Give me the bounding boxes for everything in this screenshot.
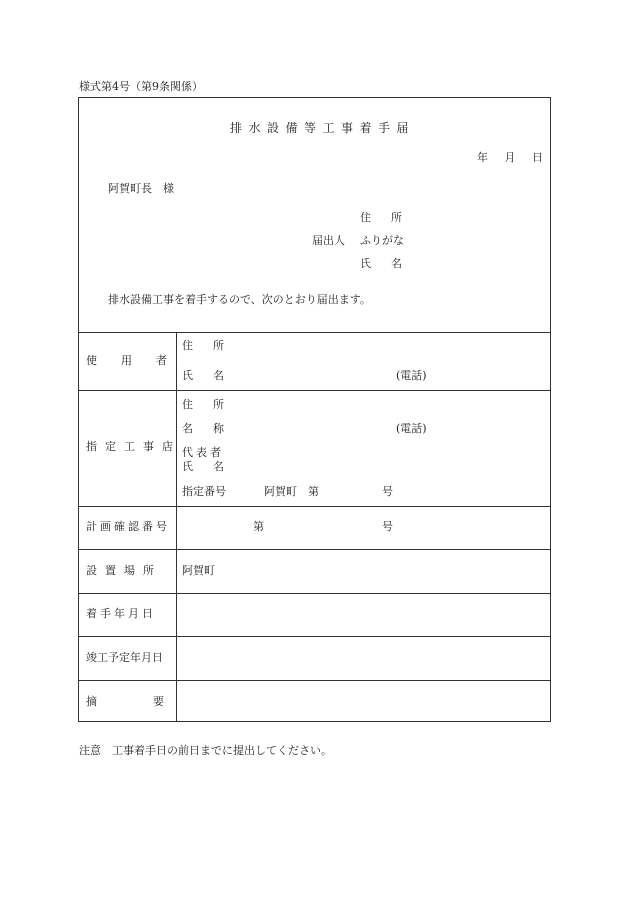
row-divider [79,636,550,637]
contractor-designation-label: 指定番号 [182,485,226,498]
row-divider [79,549,550,550]
row-divider [79,680,550,681]
form-title: 排水設備等工事着手届 [230,121,416,135]
contractor-designation-town: 阿賀町 第 [264,485,319,498]
contractor-section-label: 指定工事店 [86,440,181,453]
contractor-company-label: 名称 [182,422,244,435]
declarant-name-label: 氏名 [360,257,422,270]
row-divider [79,593,550,594]
addressee: 阿賀町長 様 [108,182,174,195]
declarant-address-label: 住所 [360,211,422,224]
location-label: 設置場所 [86,564,162,577]
row-divider [79,390,550,391]
contractor-address-label: 住所 [182,398,244,411]
plan-confirm-suffix: 号 [382,520,393,533]
column-divider [176,332,177,722]
start-date-label: 着手年月日 [86,607,156,620]
user-address-label: 住所 [182,339,244,352]
declarant-role-label: 届出人 [312,234,345,247]
contractor-rep-name-label: 氏名 [182,460,244,473]
declarant-furigana-label: ふりがな [360,234,404,247]
row-divider [79,506,550,507]
user-phone-label: (電話) [396,369,427,382]
footnote: 注意 工事着手日の前日までに提出してください。 [79,744,332,757]
remarks-label: 摘要 [86,695,220,708]
row-divider [79,332,550,333]
contractor-designation-suffix: 号 [382,485,393,498]
user-name-label: 氏名 [182,369,244,382]
plan-confirm-label: 計画確認番号 [86,520,170,533]
contractor-rep-label: 代表者 [182,446,224,459]
form-number: 様式第4号（第9条関係） [79,80,203,93]
location-value[interactable]: 阿賀町 [182,564,215,577]
user-section-label: 使用者 [86,354,191,367]
plan-confirm-prefix: 第 [253,520,264,533]
submission-date[interactable]: 年 月 日 [477,151,543,164]
contractor-phone-label: (電話) [396,422,427,435]
intro-text: 排水設備工事を着手するので、次のとおり届出ます。 [108,293,371,306]
completion-date-label: 竣工予定年月日 [86,651,163,664]
